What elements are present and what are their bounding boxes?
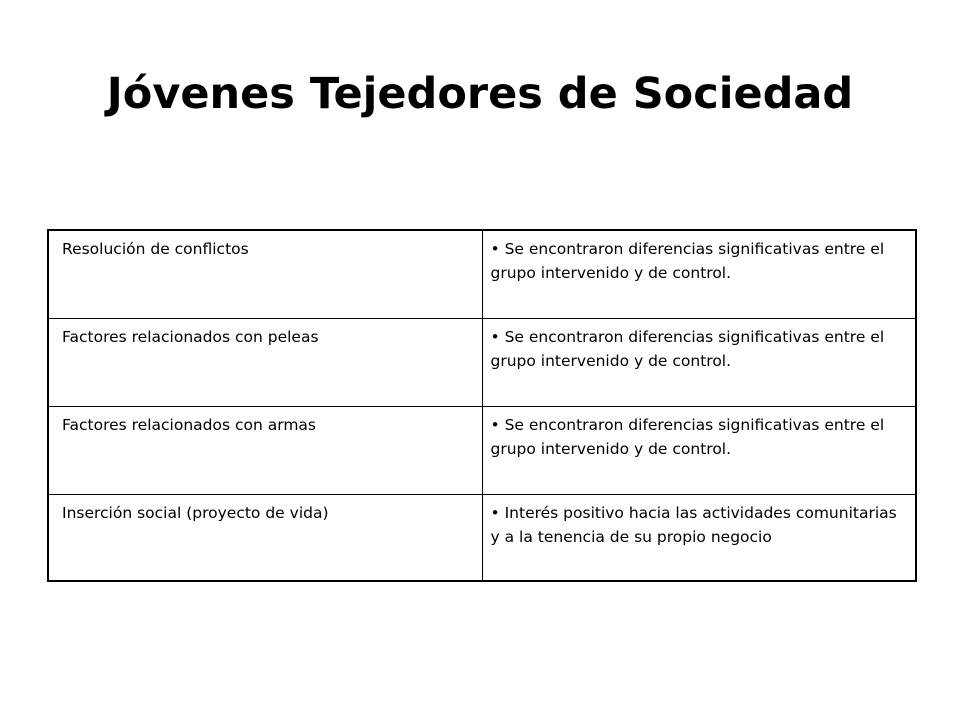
result-cell — [482, 494, 916, 581]
result-text: Interés positivo hacia las actividades comunitarias y a la tenencia de su propio negocio — [490, 503, 897, 546]
result-text: Se encontraron diferencias significativas entre el grupo intervenido y de control. — [490, 240, 885, 282]
results-table — [47, 229, 917, 582]
factor-cell: Resolución de conflictos — [48, 230, 482, 318]
table-row — [48, 318, 916, 406]
bullet-marker: • — [490, 503, 500, 522]
bullet-marker: • — [490, 415, 500, 434]
table-row — [48, 230, 916, 318]
table-row — [48, 406, 916, 494]
bullet-marker: • — [490, 240, 500, 258]
result-cell — [482, 318, 916, 406]
factor-cell: Inserción social (proyecto de vida) — [48, 494, 482, 581]
factor-cell: Factores relacionados con peleas — [48, 318, 482, 406]
result-cell — [482, 406, 916, 494]
table-row — [48, 494, 916, 581]
result-text: Se encontraron diferencias significativas entre el grupo intervenido y de control. — [490, 415, 885, 458]
bullet-marker: • — [490, 327, 500, 346]
result-text: Se encontraron diferencias significativas entre el grupo intervenido y de control. — [490, 327, 885, 370]
factor-cell: Factores relacionados con armas — [48, 406, 482, 494]
result-cell — [482, 230, 916, 318]
slide-title: Jóvenes Tejedores de Sociedad — [106, 69, 854, 119]
